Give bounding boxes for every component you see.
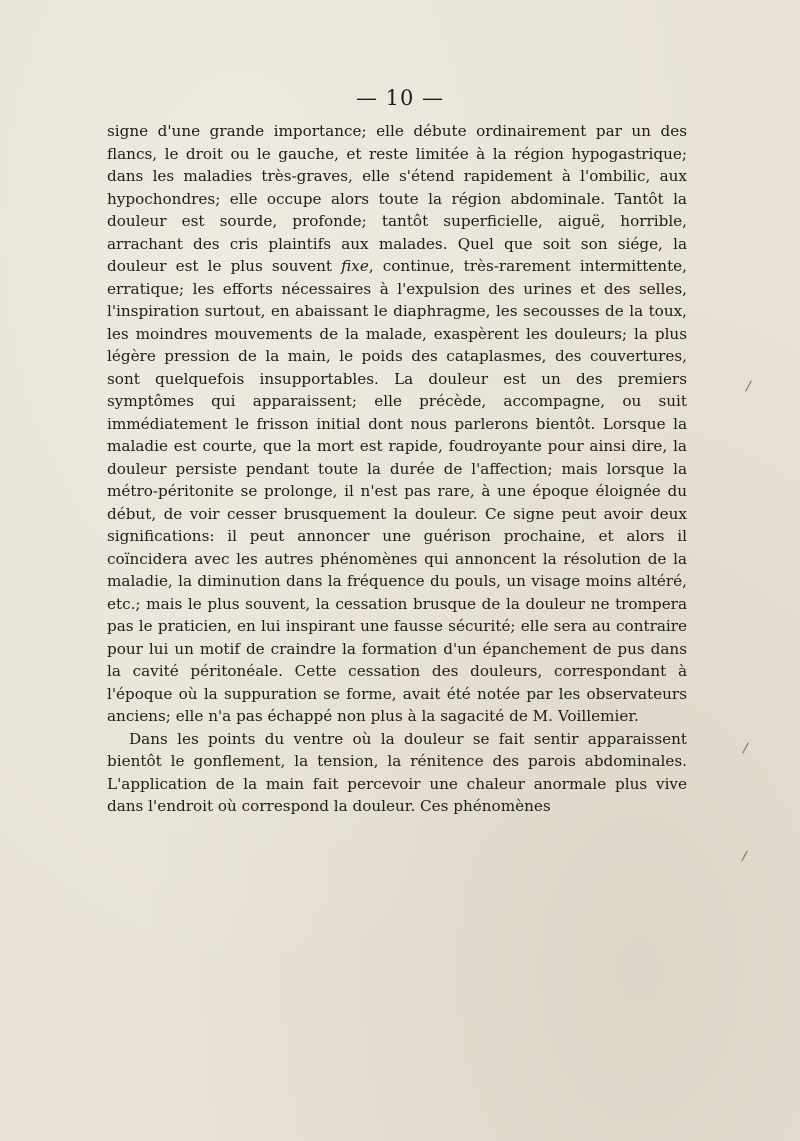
- paragraph-1-text-b: , continue, très-rarement intermittente, erratique; les efforts nécessaires à l'expulsion des urines et des selles, l'inspiration surtout, en abaissant le diaphragme, les secousses de la toux, les moindres mouvements de la malade, exaspèrent les douleurs; la plus légère pression de la main, le poids des cataplasmes, des couvertures, sont quelquefois insupportables. La douleur est un des premiers symptômes qui apparaissent; elle précède, accompagne, ou suit immédiatement le frisson initial dont nous parlerons bientôt. Lorsque la maladie est courte, que la mort est rapide, foudroyante pour ainsi dire, la douleur persiste pendant toute la durée de l'affection; mais lorsque la métro-péritonite se prolonge, il n'est pas rare, à une époque éloignée du début, de voir cesser brusquement la douleur. Ce signe peut avoir deux significations: il peut annoncer une guérison prochaine, et alors il coïncidera avec les autres phénomènes qui annoncent la résolution de la maladie, la diminution dans la fréquence du pouls, un visage moins altéré, etc.; mais le plus souvent, la cessation brusque de la douleur ne trompera pas le praticien, en lui inspirant une fausse sécurité; elle sera au contraire pour lui un motif de craindre la formation d'un épanchement de pus dans la cavité péritonéale. Cette cessation des douleurs, correspondant à l'époque où la suppuration se forme, avait été notée par les observateurs anciens; elle n'a pas échappé non plus à la sagacité de M. Voillemier.: [107, 257, 688, 725]
- paragraph-2: [107, 728, 687, 818]
- margin-pencil-mark: [742, 742, 749, 753]
- paragraph-2-text: Dans les points du ventre où la douleur se fait sentir apparaissent bientôt le gonflement, la tension, la rénitence des parois abdominales. L'application de la main fait percevoir une chaleur anormale plus vive dans l'endroit où correspond la douleur. Ces phénomènes: [107, 729, 687, 815]
- margin-pencil-mark: [741, 850, 748, 861]
- body-text: [107, 120, 687, 818]
- paragraph-1: [107, 120, 687, 728]
- paragraph-1-text-a: signe d'une grande importance; elle débute ordinairement par un des flancs, le droit ou le gauche, et reste limitée à la région hypogastrique; dans les maladies très-graves, elle s'étend rapidement à l'ombilic, aux hypochondres; elle occupe alors toute la région abdominale. Tantôt la douleur est sourde, profonde; tantôt superficielle, aiguë, horrible, arrachant des cris plaintifs aux malades. Quel que soit son siége, la douleur est le plus souvent: [107, 122, 687, 275]
- page-number: — 10 —: [355, 86, 445, 110]
- paragraph-1-italic-word: fixe: [341, 257, 369, 275]
- margin-pencil-mark: [745, 380, 752, 391]
